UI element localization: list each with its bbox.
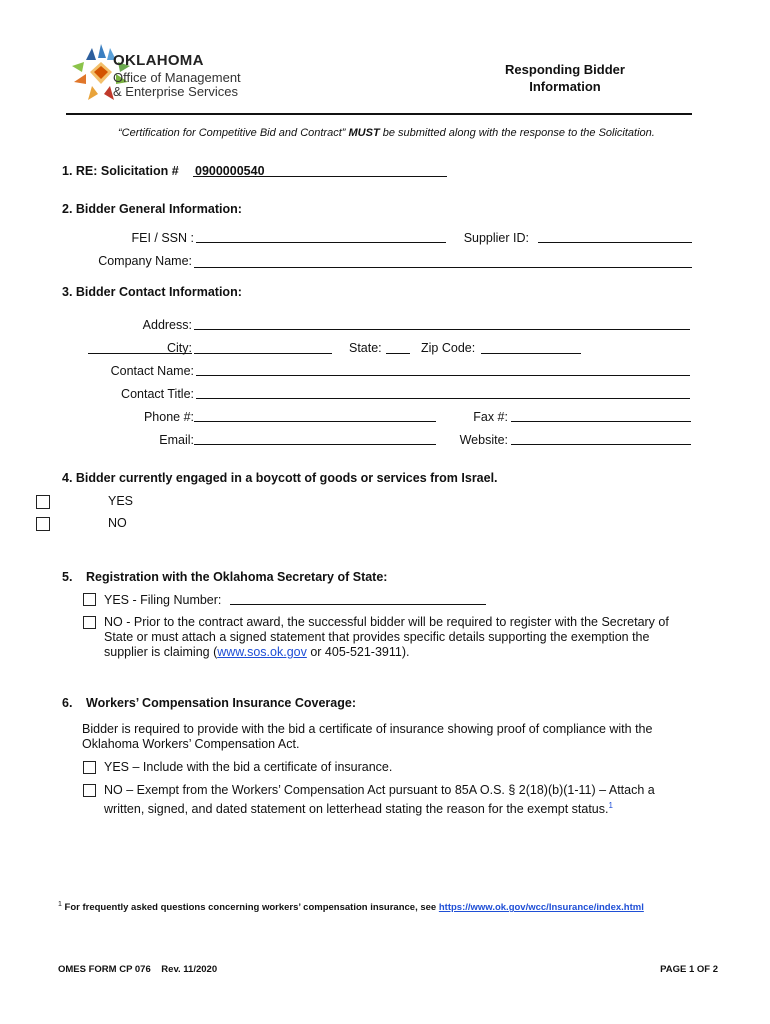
filing-number-field[interactable]: [230, 604, 486, 605]
sos-no-checkbox[interactable]: [83, 616, 96, 629]
zip-code-field[interactable]: [481, 353, 581, 354]
instruction-text: [118, 127, 655, 139]
boycott-no-label: NO: [108, 516, 127, 530]
section6-intro: [82, 722, 702, 752]
instruction-prefix: “Certification for Competitive Bid and Contract”: [118, 127, 346, 139]
wcc-insurance-link[interactable]: https://www.ok.gov/wcc/Insurance/index.html: [438, 902, 644, 914]
state-label: State:: [349, 341, 382, 355]
form-title-line1: Responding Bidder: [505, 62, 625, 77]
header-divider: [66, 113, 692, 115]
org-name-line2: Office of Management: [113, 70, 241, 85]
wc-no-line1: NO – Exempt from the Workers’ Compensation Act pursuant to 85A O.S. § 2(18)(b)(1-11) – Attach a: [104, 783, 655, 797]
wc-no-checkbox[interactable]: [83, 784, 96, 797]
sos-no-line3: [104, 645, 704, 660]
sos-no-line1: NO - Prior to the contract award, the successful bidder will be required to register with the Secretary of: [104, 615, 669, 629]
instruction-must: MUST: [348, 127, 380, 139]
state-field[interactable]: [386, 353, 410, 354]
section6-intro-line1: Bidder is required to provide with the bid a certificate of insurance showing proof of compliance with the: [82, 722, 653, 736]
website-label: Website:: [459, 433, 508, 447]
wc-footnote-ref[interactable]: 1: [608, 801, 613, 810]
footnote: [58, 901, 644, 913]
footnote-text: For frequently asked questions concerning workers’ compensation insurance, see: [64, 902, 437, 914]
section3-heading: 3. Bidder Contact Information:: [62, 285, 242, 299]
section6-heading: Workers’ Compensation Insurance Coverage:: [86, 696, 356, 710]
sos-website-link[interactable]: www.sos.ok.gov: [217, 645, 307, 659]
instruction-suffix: be submitted along with the response to the Solicitation.: [382, 127, 655, 139]
section2-heading: 2. Bidder General Information:: [62, 202, 242, 216]
supplier-id-label: Supplier ID:: [463, 231, 529, 245]
sos-no-text: [104, 615, 704, 660]
fei-ssn-field[interactable]: [196, 242, 446, 243]
wc-no-line2: [104, 798, 704, 817]
sos-no-line3-suffix: or 405-521-3911).: [306, 645, 410, 659]
city-field[interactable]: [194, 353, 332, 354]
section6-intro-line2: Oklahoma Workers’ Compensation Act.: [82, 737, 300, 751]
sos-yes-label: YES - Filing Number:: [104, 593, 222, 607]
email-field[interactable]: [194, 444, 436, 445]
wc-no-text: [104, 783, 704, 817]
contact-title-field[interactable]: [196, 398, 690, 399]
boycott-no-checkbox[interactable]: [36, 517, 50, 531]
form-title: [470, 61, 660, 95]
wc-yes-checkbox[interactable]: [83, 761, 96, 774]
supplier-id-field[interactable]: [538, 242, 692, 243]
fax-label: Fax #:: [473, 410, 508, 424]
boycott-yes-label: YES: [108, 494, 134, 508]
form-title-line2: Information: [529, 79, 601, 94]
footer-page-number: PAGE 1 OF 2: [660, 964, 718, 975]
section6-number: 6.: [62, 696, 73, 710]
section4-heading: 4. Bidder currently engaged in a boycott of goods or services from Israel.: [62, 471, 498, 485]
phone-field[interactable]: [194, 421, 436, 422]
wc-no-line2-text: written, signed, and dated statement on letterhead stating the reason for the exempt status.: [104, 802, 609, 817]
contact-title-label: Contact Title:: [121, 387, 194, 401]
section5-number: 5.: [62, 570, 73, 584]
wc-yes-label: YES – Include with the bid a certificate of insurance.: [104, 760, 393, 774]
city-label: City:: [167, 341, 192, 355]
sos-no-line2: State or must attach a signed statement that provides specific details supporting the exemption the: [104, 630, 650, 644]
fax-field[interactable]: [511, 421, 691, 422]
footer-form-id: OMES FORM CP 076 Rev. 11/2020: [58, 964, 218, 975]
omes-logo: [70, 42, 285, 102]
solicitation-number-value: 0900000540: [195, 164, 265, 178]
email-label: Email:: [159, 433, 194, 447]
address-label: Address:: [142, 318, 192, 332]
org-name-line3: & Enterprise Services: [113, 84, 238, 99]
phone-label: Phone #:: [143, 410, 194, 424]
section5-heading: Registration with the Oklahoma Secretary of State:: [86, 570, 388, 584]
boycott-yes-checkbox[interactable]: [36, 495, 50, 509]
sos-yes-checkbox[interactable]: [83, 593, 96, 606]
contact-name-field[interactable]: [196, 375, 690, 376]
org-name-line1: OKLAHOMA: [113, 52, 204, 69]
address-field[interactable]: [194, 329, 690, 330]
zip-code-label: Zip Code:: [421, 341, 476, 355]
company-name-field[interactable]: [194, 267, 692, 268]
footnote-marker: 1: [58, 901, 62, 908]
fei-ssn-label: FEI / SSN :: [131, 231, 194, 245]
section1-label: 1. RE: Solicitation #: [62, 164, 179, 178]
sos-no-line3-prefix: supplier is claiming (: [104, 645, 218, 659]
company-name-label: Company Name:: [98, 254, 192, 268]
website-field[interactable]: [511, 444, 691, 445]
contact-name-label: Contact Name:: [110, 364, 194, 378]
